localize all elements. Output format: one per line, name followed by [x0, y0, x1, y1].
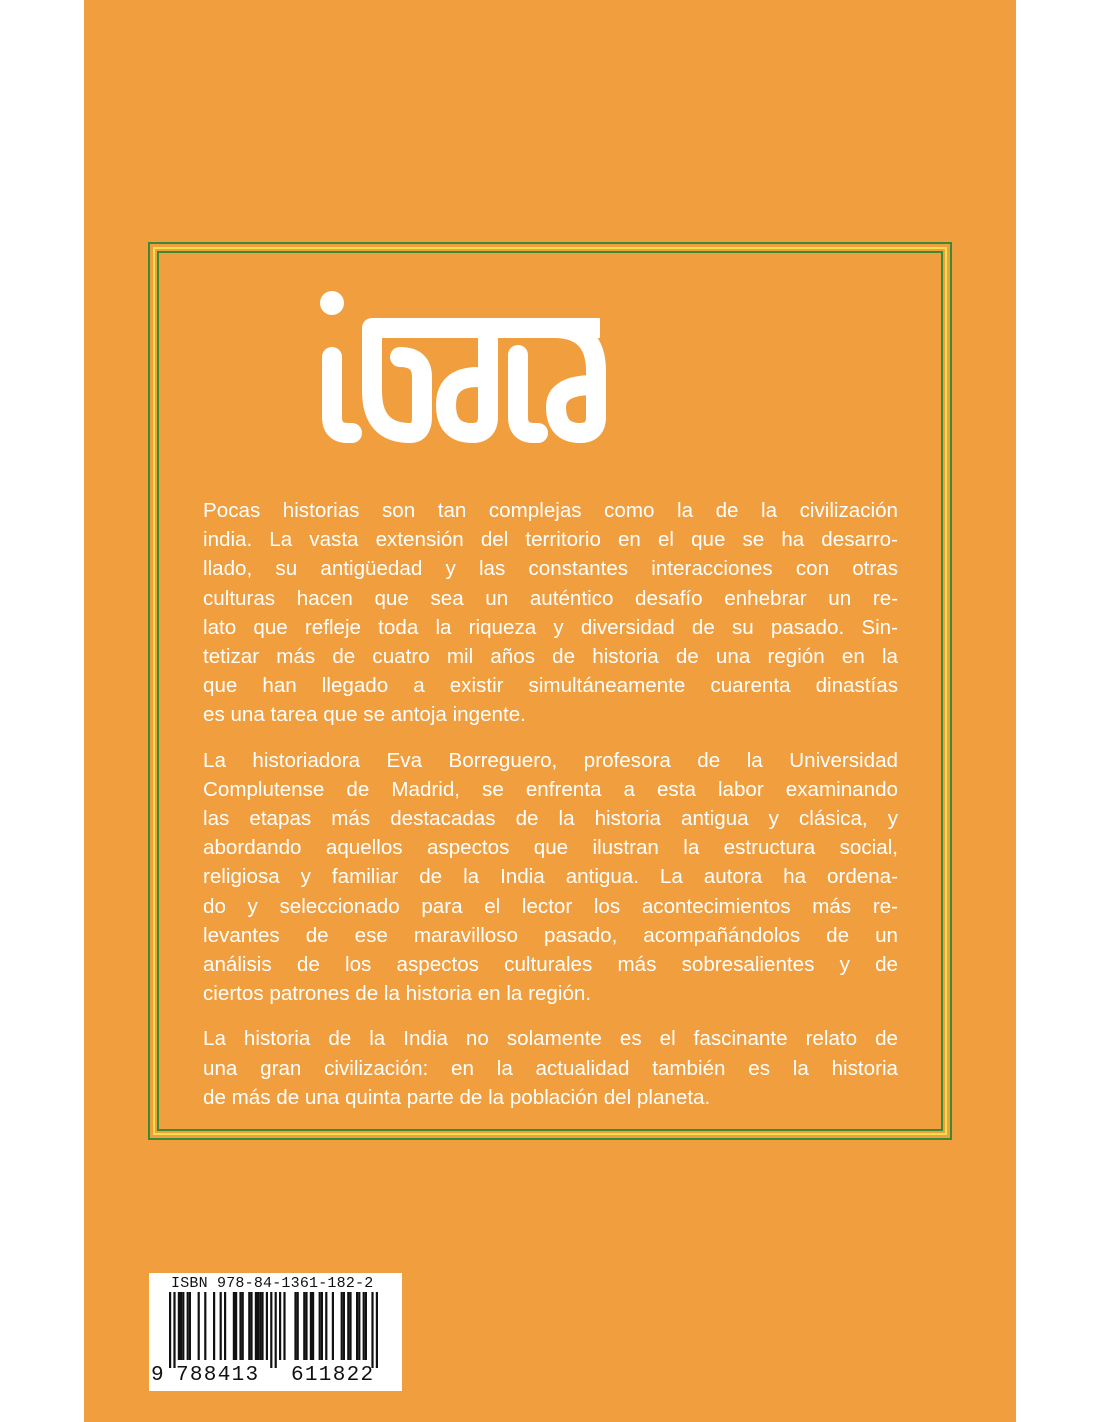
barcode-bar	[187, 1292, 189, 1360]
blurb-line: llado, su antigüedad y las constantes interacciones con otras	[203, 557, 898, 581]
barcode-bar	[279, 1292, 281, 1360]
barcode-bar	[365, 1292, 367, 1360]
blurb-line: do y seleccionado para el lector los acontecimientos más re-	[203, 894, 898, 918]
blurb-line: abordando aquellos aspectos que ilustran la estructura social,	[203, 836, 898, 860]
barcode-bar	[242, 1292, 244, 1360]
barcode-bar	[204, 1292, 206, 1360]
blurb-paragraph	[203, 496, 898, 730]
barcode-bar	[347, 1292, 349, 1360]
barcode-bar	[310, 1292, 312, 1360]
blurb-line: las etapas más destacadas de la historia antigua y clásica, y	[203, 807, 898, 831]
blurb-line: lato que refleje toda la riqueza y diversidad de su pasado. Sin-	[203, 615, 898, 639]
blurb-line: levantes de ese maravilloso pasado, acompañándolos de un	[203, 923, 898, 947]
barcode-bar	[294, 1292, 296, 1360]
blurb-line: La historia de la India no solamente es el fascinante relato de	[203, 1027, 898, 1051]
barcode-bar	[275, 1292, 277, 1368]
barcode-bar	[173, 1292, 175, 1368]
barcode-bar	[363, 1292, 365, 1360]
barcode-bar	[198, 1292, 200, 1360]
barcode-bar	[349, 1292, 351, 1360]
blurb-line: una gran civilización: en la actualidad también es la historia	[203, 1056, 898, 1080]
india-logo	[310, 281, 616, 447]
barcode-bar	[283, 1292, 285, 1360]
barcode-bar	[261, 1292, 263, 1360]
barcode-bar	[356, 1292, 358, 1360]
barcode-bar	[233, 1292, 235, 1360]
blurb-paragraph	[203, 1024, 898, 1112]
barcode-bar	[341, 1292, 343, 1360]
blurb-line: de más de una quinta parte de la población del planeta.	[203, 1085, 711, 1109]
blurb-text	[203, 496, 898, 1128]
barcode-bar	[266, 1292, 268, 1360]
blurb-line: Complutense de Madrid, se enfrenta a esta labor examinando	[203, 777, 898, 801]
blurb-line: ciertos patrones de la historia en la región.	[203, 982, 592, 1006]
isbn-label: ISBN 978-84-1361-182-2	[171, 1275, 374, 1292]
barcode-bar	[312, 1292, 314, 1360]
barcode-digit-first: 9	[151, 1364, 164, 1387]
barcode-bar	[332, 1292, 334, 1360]
blurb-line: que han llegado a existir simultáneamente cuarenta dinastías	[203, 674, 898, 698]
isbn-barcode	[149, 1273, 402, 1391]
barcode-bar	[319, 1292, 321, 1360]
barcode-bar	[182, 1292, 184, 1360]
blurb-line: Pocas historias son tan complejas como la de la civilización	[203, 499, 898, 522]
barcode-digits-left: 788413	[176, 1364, 260, 1387]
barcode-bar	[303, 1292, 305, 1360]
blurb-line: tetizar más de cuatro mil años de historia de una región en la	[203, 645, 898, 669]
barcode-bar	[180, 1292, 182, 1360]
barcode-bar	[297, 1292, 299, 1360]
barcode-bar	[169, 1292, 171, 1368]
barcode-bar	[325, 1292, 327, 1360]
barcode-bar	[213, 1292, 215, 1360]
barcode-bar	[305, 1292, 307, 1360]
barcode-bar	[343, 1292, 345, 1360]
barcode-bars	[149, 1292, 402, 1368]
barcode-bar	[220, 1292, 222, 1360]
barcode-bar	[376, 1292, 378, 1368]
barcode-bar	[224, 1292, 226, 1360]
barcode-bar	[358, 1292, 360, 1360]
barcode-bar	[189, 1292, 191, 1360]
barcode-bar	[235, 1292, 237, 1360]
barcode-bar	[250, 1292, 252, 1360]
barcode-digits-right: 611822	[291, 1364, 375, 1387]
blurb-line: La historiadora Eva Borreguero, profesora de la Universidad	[203, 748, 898, 772]
blurb-paragraph	[203, 746, 898, 1009]
barcode-bar	[178, 1292, 180, 1360]
barcode-bar	[270, 1292, 272, 1368]
barcode-bar	[321, 1292, 323, 1360]
blurb-line: religiosa y familiar de la India antigua. La autora ha ordena-	[203, 865, 898, 889]
blurb-line: india. La vasta extensión del territorio en el que se ha desarro-	[203, 528, 898, 552]
blurb-line: es una tarea que se antoja ingente.	[203, 703, 526, 727]
barcode-bar	[371, 1292, 373, 1368]
blurb-line: culturas hacen que sea un auténtico desafío enhebrar un re-	[203, 586, 898, 610]
barcode-bar	[255, 1292, 257, 1360]
barcode-bar	[239, 1292, 241, 1360]
blurb-line: análisis de los aspectos culturales más sobresalientes y de	[203, 953, 898, 977]
barcode-bar	[259, 1292, 261, 1360]
barcode-bar	[257, 1292, 259, 1360]
barcode-bar	[248, 1292, 250, 1360]
